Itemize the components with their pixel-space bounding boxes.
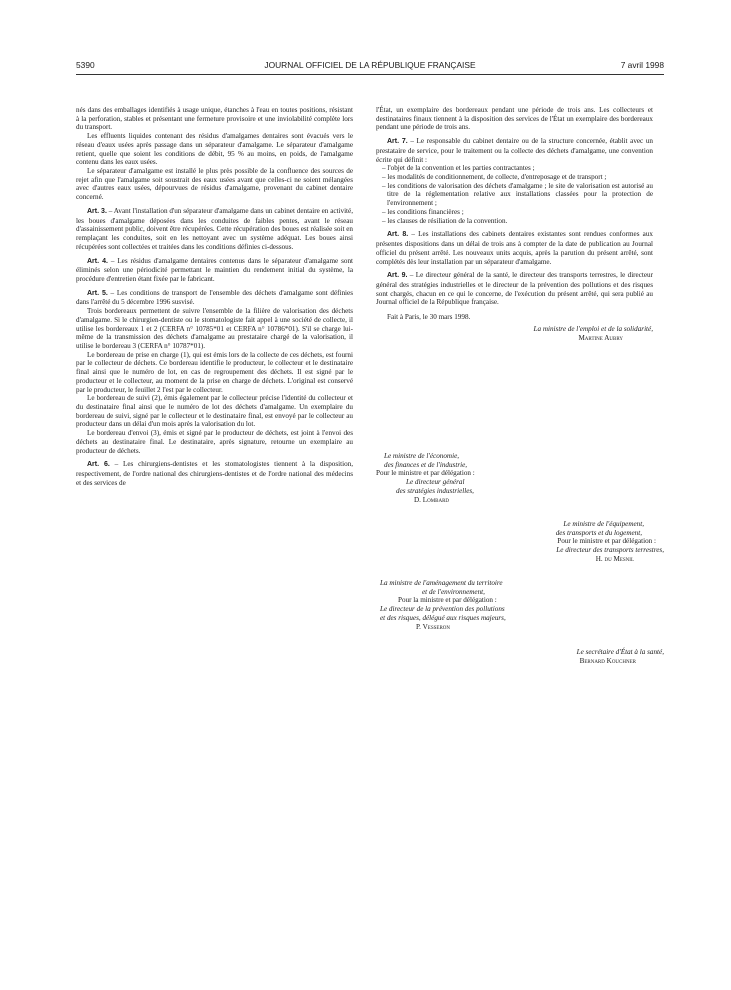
paragraph: Le bordereau d'envoi (3), émis et signé par le producteur de déchets, est joint à l'envoi des déchets au destinataire final. Le destinataire, après signature, retourne un exemplaire au producteur de déchets.: [76, 429, 353, 455]
signatory-title: La ministre de l'emploi et de la solidarité,: [533, 324, 653, 333]
signatures: [376, 313, 653, 342]
left-column: [76, 106, 353, 487]
article-label: Art. 8.: [387, 231, 409, 239]
article-5: [76, 289, 353, 307]
article-9: [376, 271, 653, 307]
list-item: – les conditions financières ;: [382, 207, 464, 216]
signature-4: [380, 579, 660, 631]
article-label: Art. 3.: [87, 207, 107, 215]
right-column: [376, 106, 653, 342]
paragraph: Le bordereau de prise en charge (1), qui est émis lors de la collecte de ces déchets, est fourni par le collecteur de déchets. Ce bordereau identifie le producteur, le collecteur et le destinataire final ainsi que le numéro de lot, en cas de regroupement des déchets. Il est signé par le producteur et le collecteur, au moment de la prise en charge de déchets. L'original est conservé par le producteur, le feuillet 2 l'est par le collecteur.: [76, 350, 353, 394]
list-item: – les clauses de résiliation de la convention.: [382, 216, 508, 225]
paragraph: Le séparateur d'amalgame est installé le plus près possible de la confluence des sources de rejet afin que l'amalgame soit soustrait des eaux usées avant que celles-ci ne soient mélangées avec d'autres eaux usées, dépourvues de résidus d'amalgame, provenant du cabinet dentaire concerné.: [76, 167, 353, 202]
signatory-name: P. Vesseron: [416, 622, 451, 631]
signatory-role: et des risques, délégué aux risques majeurs,: [380, 613, 506, 622]
article-label: Art. 9.: [387, 272, 408, 280]
delegation-line: Pour la ministre et par délégation :: [398, 596, 497, 605]
signatory-name: Bernard Kouchner: [579, 656, 636, 665]
signature-2: [376, 452, 664, 504]
signatory-role: Le directeur général: [406, 478, 465, 487]
paragraph: Le bordereau de suivi (2), émis également par le collecteur précise l'identité du collecteur et du destinataire final ainsi que le numéro de lot des déchets d'amalgame. Un exemplaire du bordereau de suivi, signé par le collecteur et le destinataire final, est envoyé par le collecteur au producteur dans un délai d'un mois après la valorisation du lot.: [76, 394, 353, 429]
article-text: – Le responsable du cabinet dentaire ou de la structure concernée, établit avec un prestataire de service, pour le traitement ou la collecte des déchets d'amalgame, une convention écrite qui définit :: [376, 137, 654, 164]
delegation-line: Pour le ministre et par délégation :: [557, 537, 656, 546]
signatory-title: Le ministre de l'économie,: [384, 452, 460, 460]
signatory-name: H. du Mesnil: [595, 554, 634, 563]
article-label: Art. 6.: [87, 461, 110, 469]
article-6: [76, 460, 353, 487]
signatory-title: La ministre de l'aménagement du territoire: [380, 579, 503, 587]
article-3: [76, 207, 353, 252]
signatory-role: Le directeur de la prévention des pollutions: [380, 605, 505, 614]
signatory-title: Le secrétaire d'État à la santé,: [576, 648, 664, 656]
article-text: – Les chirurgiens-dentistes et les stomatologistes tiennent à la disposition, respectivement, de l'ordre national des chirurgiens-dentistes et de l'ordre national des médecins et des services de: [76, 460, 354, 487]
article-text: – Les conditions de transport de l'ensemble des déchets d'amalgame sont définies dans l'arrêté du 5 décembre 1996 susvisé.: [76, 288, 353, 307]
article-text: – Les installations des cabinets dentaires existantes sont rendues conformes aux présentes dispositions dans un délai de trois ans à compter de la date de publication au Journal officiel du présent arrêté. Les nouveaux units acquis, après la parution du présent arrêté, sont complétés dès leur installation par un séparateur d'amalgame.: [376, 230, 653, 266]
article-7: [376, 137, 653, 164]
paragraph: Les effluents liquides contenant des résidus d'amalgames dentaires sont évacués vers le réseau d'eaux usées après passage dans un séparateur d'amalgame. Le séparateur d'amalgame retient, quelle que soient les conditions de débit, 95 % au moins, en poids, de l'amalgame contenu dans les eaux usées.: [76, 132, 353, 167]
paragraph: l'État, un exemplaire des bordereaux pendant une période de trois ans. Les collecteurs et destinataires finaux tiennent à la disposition des services de l'État un exemplaire des bordereaux pendant une période de trois ans.: [376, 106, 653, 132]
signatory-title: Le ministre de l'équipement,: [563, 520, 644, 528]
list-item: – les conditions de valorisation des déchets d'amalgame ; le site de valorisation est autorisé au titre de la réglementation relative aux installations classées pour la protection de l'environnement ;: [382, 181, 653, 208]
list-item: – les modalités de conditionnement, de collecte, d'entreposage et de transport ;: [382, 173, 607, 182]
signatory-title: et de l'environnement,: [422, 587, 485, 596]
list-item: – l'objet de la convention et les parties contractantes ;: [382, 164, 535, 173]
header-rule: [76, 74, 664, 75]
signatory-name: Martine Aubry: [578, 333, 623, 342]
signature-3: [384, 520, 664, 564]
journal-title: JOURNAL OFFICIEL DE LA RÉPUBLIQUE FRANÇAISE: [264, 60, 476, 70]
signatory-title: des transports et du logement,: [555, 528, 642, 537]
signatory-role: des stratégies industrielles,: [396, 486, 474, 495]
paragraph: nés dans des emballages identifiés à usage unique, étanches à l'eau en toutes positions, résistant à la perforation, stables et présentant une fermeture provisoire et une inviolabilité complète lors du transport.: [76, 106, 353, 132]
article-text: – Les résidus d'amalgame dentaires contenus dans le séparateur d'amalgame sont éliminés selon une périodicité permettant le maintien du rendement initial du système, la procédure d'entretien étant fixée par le fabricant.: [76, 256, 353, 283]
article-8: [376, 230, 653, 266]
signatory-name: D. Lombard: [414, 495, 450, 504]
signatory-role: Le directeur des transports terrestres,: [556, 546, 664, 555]
done-at: Fait à Paris, le 30 mars 1998.: [387, 313, 471, 322]
article-label: Art. 4.: [87, 257, 108, 265]
article-4: [76, 257, 353, 284]
delegation-line: Pour le ministre et par délégation :: [376, 469, 475, 478]
signatory-title: des finances et de l'industrie,: [384, 460, 468, 469]
page-header: [76, 60, 664, 74]
article-label: Art. 7.: [387, 138, 408, 146]
signature-5: [384, 648, 664, 665]
page-number: 5390: [76, 60, 95, 70]
article-text: – Avant l'installation d'un séparateur d'amalgame dans un cabinet dentaire en activité, les boues d'amalgame déposées dans les conduites de faibles pentes, avant le réseau d'assainissement public, doivent être récupérées. Cette récupération des boues est réalisée soit en remplaçant les conduites, soit en les nettoyant avec un système adéquat. Les boues ainsi récupérées sont collectées et traitées dans les conditions définies ci-dessous.: [76, 206, 353, 251]
paragraph: Trois bordereaux permettent de suivre l'ensemble de la filière de valorisation des déchets d'amalgame. Si le chirurgien-dentiste ou le stomatologiste fait appel à une société de collecte, il utilise les bordereaux 1 et 2 (CERFA n° 10785*01 et CERFA n° 10786*01). S'il se charge lui-même de la transmission des déchets d'amalgame au prestataire chargé de la valorisation, il utilise le bordereau 3 (CERFA n° 10787*01).: [76, 307, 353, 350]
article-text: – Le directeur général de la santé, le directeur des transports terrestres, le directeur général des stratégies industrielles et le directeur de la prévention des pollutions et des risques sont chargés, chacun en ce qui le concerne, de l'exécution du présent arrêté, qui sera publié au Journal officiel de la République française.: [376, 271, 653, 307]
signature-1: [376, 325, 653, 342]
convention-list: [376, 164, 653, 225]
article-label: Art. 5.: [87, 289, 108, 297]
issue-date: 7 avril 1998: [620, 60, 664, 70]
